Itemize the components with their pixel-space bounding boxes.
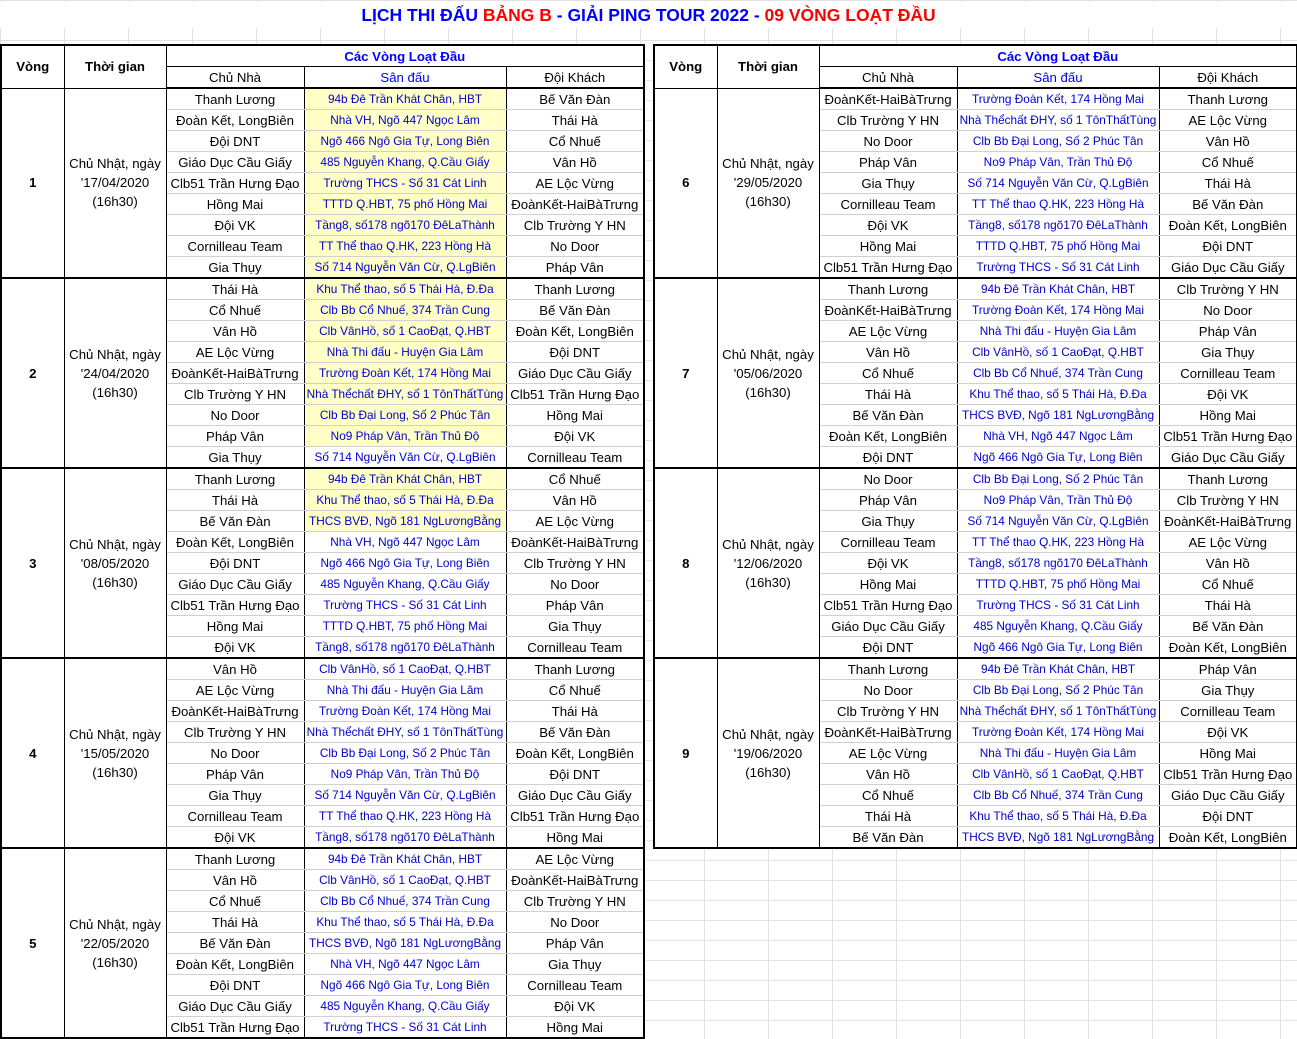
round-number: 9: [654, 658, 717, 848]
home-team: Đoàn Kết, LongBiên: [166, 954, 304, 975]
round-time: Chủ Nhật, ngày '08/05/2020 (16h30): [64, 468, 166, 658]
away-team: Vân Hồ: [506, 152, 644, 173]
away-team: Thái Hà: [506, 701, 644, 722]
venue: Clb Bb Đại Long, Số 2 Phúc Tân: [304, 743, 506, 764]
venue: 485 Nguyễn Khang, Q.Cầu Giấy: [304, 152, 506, 173]
home-team: Bế Văn Đàn: [819, 827, 957, 849]
venue: 94b Đê Trần Khát Chân, HBT: [304, 468, 506, 490]
home-team: Gia Thụy: [166, 785, 304, 806]
venue: Tầng8, số178 ngõ170 ĐêLaThành: [304, 215, 506, 236]
table-row: [1, 278, 644, 300]
home-team: AE Lộc Vừng: [166, 680, 304, 701]
table-row: [654, 278, 1297, 300]
away-team: Thái Hà: [1159, 595, 1297, 616]
away-team: Vân Hồ: [506, 490, 644, 511]
venue: Trường Đoàn Kết, 174 Hồng Mai: [304, 363, 506, 384]
away-team: Thanh Lương: [1159, 88, 1297, 110]
away-team: Hồng Mai: [1159, 405, 1297, 426]
away-team: Pháp Vân: [1159, 658, 1297, 680]
away-team: AE Lộc Vừng: [506, 173, 644, 194]
venue: Clb Bb Đại Long, Số 2 Phúc Tân: [957, 680, 1159, 701]
venue: No9 Pháp Vân, Trần Thủ Độ: [304, 764, 506, 785]
home-team: Pháp Vân: [819, 490, 957, 511]
home-team: Thanh Lương: [166, 848, 304, 870]
away-team: Gia Thụy: [506, 954, 644, 975]
home-team: No Door: [819, 131, 957, 152]
venue: TTTD Q.HBT, 75 phố Hồng Mai: [304, 616, 506, 637]
header-round: Vòng: [1, 45, 64, 88]
away-team: No Door: [506, 574, 644, 595]
venue: Nhà Thểchất ĐHY, số 1 TônThấtTùng: [957, 701, 1159, 722]
venue: Ngõ 466 Ngô Gia Tự, Long Biên: [304, 975, 506, 996]
home-team: Bế Văn Đàn: [819, 405, 957, 426]
venue: Khu Thể thao, số 5 Thái Hà, Đ.Đa: [957, 384, 1159, 405]
away-team: ĐoànKết-HaiBàTrưng: [506, 532, 644, 553]
table-row: [1, 88, 644, 110]
venue: Clb VânHồ, số 1 CaoĐạt, Q.HBT: [957, 764, 1159, 785]
away-team: Pháp Vân: [1159, 321, 1297, 342]
schedule-table-right: [653, 44, 1297, 849]
table-row: [654, 658, 1297, 680]
away-team: Cornilleau Team: [506, 447, 644, 469]
venue: Trường THCS - Số 31 Cát Linh: [304, 595, 506, 616]
header-home: Chủ Nhà: [166, 67, 304, 89]
home-team: ĐoànKết-HaiBàTrưng: [166, 701, 304, 722]
home-team: AE Lộc Vừng: [819, 321, 957, 342]
round-time: Chủ Nhật, ngày '29/05/2020 (16h30): [717, 88, 819, 278]
home-team: Pháp Vân: [819, 152, 957, 173]
header-home: Chủ Nhà: [819, 67, 957, 89]
away-team: Gia Thụy: [1159, 342, 1297, 363]
venue: Clb Bb Cổ Nhuế, 374 Trần Cung: [304, 891, 506, 912]
header-venue: Sân đấu: [957, 67, 1159, 89]
venue: TTTD Q.HBT, 75 phố Hồng Mai: [304, 194, 506, 215]
home-team: Giáo Dục Cầu Giấy: [166, 152, 304, 173]
away-team: ĐoànKết-HaiBàTrưng: [1159, 511, 1297, 532]
venue: Tầng8, số178 ngõ170 ĐêLaThành: [957, 553, 1159, 574]
table-row: [654, 468, 1297, 490]
home-team: Clb51 Trần Hưng Đạo: [166, 595, 304, 616]
venue: Trường Đoàn Kết, 174 Hồng Mai: [957, 88, 1159, 110]
away-team: Đoàn Kết, LongBiên: [506, 321, 644, 342]
table-row: [1, 848, 644, 870]
away-team: Cornilleau Team: [1159, 363, 1297, 384]
venue: Clb Bb Đại Long, Số 2 Phúc Tân: [957, 468, 1159, 490]
round-time: Chủ Nhật, ngày '19/06/2020 (16h30): [717, 658, 819, 848]
venue: Tầng8, số178 ngõ170 ĐêLaThành: [957, 215, 1159, 236]
venue: Ngõ 466 Ngô Gia Tự, Long Biên: [304, 131, 506, 152]
venue: TTTD Q.HBT, 75 phố Hồng Mai: [957, 574, 1159, 595]
venue: No9 Pháp Vân, Trần Thủ Độ: [304, 426, 506, 447]
header-away: Đội Khách: [506, 67, 644, 89]
home-team: Gia Thụy: [166, 257, 304, 279]
away-team: Đoàn Kết, LongBiên: [1159, 215, 1297, 236]
away-team: Clb51 Trần Hưng Đạo: [506, 806, 644, 827]
title-part-3: - GIẢI PING TOUR 2022 -: [551, 5, 765, 25]
header-venue: Sân đấu: [304, 67, 506, 89]
away-team: Thanh Lương: [506, 278, 644, 300]
home-team: Cổ Nhuế: [819, 363, 957, 384]
away-team: Giáo Dục Cầu Giấy: [1159, 785, 1297, 806]
away-team: Thanh Lương: [506, 658, 644, 680]
venue: Nhà Thểchất ĐHY, số 1 TônThấtTùng: [957, 110, 1159, 131]
away-team: Bế Văn Đàn: [506, 722, 644, 743]
away-team: Cổ Nhuế: [506, 680, 644, 701]
venue: Số 714 Nguyễn Văn Cừ, Q.LgBiên: [957, 173, 1159, 194]
away-team: Hồng Mai: [506, 1017, 644, 1039]
home-team: Cornilleau Team: [166, 806, 304, 827]
round-number: 3: [1, 468, 64, 658]
home-team: Clb Trường Y HN: [819, 110, 957, 131]
venue: Nhà Thi đấu - Huyện Gia Lâm: [304, 342, 506, 363]
venue: 485 Nguyễn Khang, Q.Cầu Giấy: [304, 574, 506, 595]
venue: Số 714 Nguyễn Văn Cừ, Q.LgBiên: [304, 447, 506, 469]
away-team: Clb Trường Y HN: [506, 891, 644, 912]
venue: Số 714 Nguyễn Văn Cừ, Q.LgBiên: [304, 257, 506, 279]
home-team: Clb51 Trần Hưng Đạo: [819, 257, 957, 279]
away-team: Giáo Dục Cầu Giấy: [1159, 447, 1297, 469]
venue: TT Thể thao Q.HK, 223 Hồng Hà: [957, 194, 1159, 215]
venue: Clb VânHồ, số 1 CaoĐạt, Q.HBT: [304, 870, 506, 891]
away-team: Đội VK: [506, 426, 644, 447]
away-team: Đội VK: [1159, 384, 1297, 405]
venue: TT Thể thao Q.HK, 223 Hồng Hà: [957, 532, 1159, 553]
home-team: No Door: [819, 680, 957, 701]
away-team: Đội VK: [1159, 722, 1297, 743]
home-team: Đội VK: [819, 553, 957, 574]
round-number: 5: [1, 848, 64, 1038]
header-away: Đội Khách: [1159, 67, 1297, 89]
round-time: Chủ Nhật, ngày '17/04/2020 (16h30): [64, 88, 166, 278]
venue: Khu Thể thao, số 5 Thái Hà, Đ.Đa: [304, 490, 506, 511]
venue: THCS BVĐ, Ngõ 181 NgLươngBằng: [957, 405, 1159, 426]
home-team: Cổ Nhuế: [819, 785, 957, 806]
page-title: [0, 2, 1297, 28]
venue: THCS BVĐ, Ngõ 181 NgLươngBằng: [304, 511, 506, 532]
venue: Ngõ 466 Ngô Gia Tự, Long Biên: [304, 553, 506, 574]
away-team: Clb Trường Y HN: [1159, 490, 1297, 511]
round-time: Chủ Nhật, ngày '12/06/2020 (16h30): [717, 468, 819, 658]
home-team: No Door: [166, 743, 304, 764]
venue: THCS BVĐ, Ngõ 181 NgLươngBằng: [957, 827, 1159, 849]
header-round: Vòng: [654, 45, 717, 88]
home-team: Đội VK: [166, 827, 304, 849]
home-team: Thanh Lương: [819, 658, 957, 680]
home-team: Đội VK: [166, 637, 304, 659]
home-team: Đoàn Kết, LongBiên: [819, 426, 957, 447]
round-time: Chủ Nhật, ngày '22/05/2020 (16h30): [64, 848, 166, 1038]
round-time: Chủ Nhật, ngày '15/05/2020 (16h30): [64, 658, 166, 848]
venue: Nhà Thểchất ĐHY, số 1 TônThấtTùng: [304, 722, 506, 743]
home-team: Cổ Nhuế: [166, 891, 304, 912]
home-team: Đội VK: [166, 215, 304, 236]
home-team: Giáo Dục Cầu Giấy: [166, 574, 304, 595]
home-team: Thái Hà: [819, 806, 957, 827]
away-team: Bế Văn Đàn: [1159, 194, 1297, 215]
away-team: Bế Văn Đàn: [1159, 616, 1297, 637]
table-row: [1, 658, 644, 680]
home-team: Clb51 Trần Hưng Đạo: [166, 173, 304, 194]
round-time: Chủ Nhật, ngày '05/06/2020 (16h30): [717, 278, 819, 468]
away-team: Thái Hà: [506, 110, 644, 131]
venue: 94b Đê Trần Khát Chân, HBT: [304, 88, 506, 110]
home-team: Hồng Mai: [166, 194, 304, 215]
home-team: No Door: [166, 405, 304, 426]
venue: Nhà VH, Ngõ 447 Ngọc Lâm: [957, 426, 1159, 447]
venue: Clb VânHồ, số 1 CaoĐạt, Q.HBT: [957, 342, 1159, 363]
home-team: Gia Thụy: [819, 511, 957, 532]
away-team: AE Lộc Vừng: [506, 848, 644, 870]
home-team: Bế Văn Đàn: [166, 511, 304, 532]
home-team: Thanh Lương: [166, 468, 304, 490]
round-number: 4: [1, 658, 64, 848]
venue: Số 714 Nguyễn Văn Cừ, Q.LgBiên: [304, 785, 506, 806]
home-team: Đoàn Kết, LongBiên: [166, 110, 304, 131]
away-team: Vân Hồ: [1159, 553, 1297, 574]
venue: 94b Đê Trần Khát Chân, HBT: [957, 278, 1159, 300]
venue: Số 714 Nguyễn Văn Cừ, Q.LgBiên: [957, 511, 1159, 532]
away-team: Giáo Dục Cầu Giấy: [506, 785, 644, 806]
home-team: Đội DNT: [819, 637, 957, 659]
header-row: [654, 45, 1297, 67]
home-team: Hồng Mai: [166, 616, 304, 637]
round-number: 6: [654, 88, 717, 278]
home-team: No Door: [819, 468, 957, 490]
home-team: Pháp Vân: [166, 764, 304, 785]
away-team: Hồng Mai: [1159, 743, 1297, 764]
venue: Nhà Thi đấu - Huyện Gia Lâm: [957, 743, 1159, 764]
header-category: Các Vòng Loạt Đầu: [819, 45, 1297, 67]
away-team: Pháp Vân: [506, 933, 644, 954]
venue: No9 Pháp Vân, Trần Thủ Độ: [957, 152, 1159, 173]
away-team: AE Lộc Vừng: [506, 511, 644, 532]
venue: TTTD Q.HBT, 75 phố Hồng Mai: [957, 236, 1159, 257]
away-team: Thanh Lương: [1159, 468, 1297, 490]
home-team: ĐoànKết-HaiBàTrưng: [819, 722, 957, 743]
home-team: Vân Hồ: [166, 870, 304, 891]
home-team: Clb Trường Y HN: [166, 384, 304, 405]
away-team: Giáo Dục Cầu Giấy: [1159, 257, 1297, 279]
header-row: [1, 45, 644, 67]
table-row: [1, 468, 644, 490]
away-team: Vân Hồ: [1159, 131, 1297, 152]
away-team: Pháp Vân: [506, 595, 644, 616]
home-team: Thái Hà: [166, 278, 304, 300]
schedule-table-left: [0, 44, 645, 1039]
home-team: Thanh Lương: [819, 278, 957, 300]
home-team: Đội DNT: [166, 553, 304, 574]
home-team: Cornilleau Team: [819, 532, 957, 553]
round-number: 1: [1, 88, 64, 278]
home-team: Giáo Dục Cầu Giấy: [166, 996, 304, 1017]
home-team: Đoàn Kết, LongBiên: [166, 532, 304, 553]
venue: Nhà Thểchất ĐHY, số 1 TônThấtTùng: [304, 384, 506, 405]
away-team: Cổ Nhuế: [1159, 574, 1297, 595]
venue: TT Thể thao Q.HK, 223 Hồng Hà: [304, 236, 506, 257]
away-team: Cornilleau Team: [1159, 701, 1297, 722]
away-team: Clb51 Trần Hưng Đạo: [506, 384, 644, 405]
venue: Clb Bb Đại Long, Số 2 Phúc Tân: [957, 131, 1159, 152]
away-team: Cornilleau Team: [506, 637, 644, 659]
venue: Trường Đoàn Kết, 174 Hồng Mai: [304, 701, 506, 722]
round-number: 7: [654, 278, 717, 468]
title-part-1: LỊCH THI ĐẤU: [361, 5, 483, 25]
away-team: Gia Thụy: [1159, 680, 1297, 701]
header-time: Thời gian: [64, 45, 166, 88]
home-team: Gia Thụy: [166, 447, 304, 469]
venue: Khu Thể thao, số 5 Thái Hà, Đ.Đa: [304, 912, 506, 933]
home-team: Cornilleau Team: [166, 236, 304, 257]
away-team: Clb Trường Y HN: [506, 553, 644, 574]
away-team: Pháp Vân: [506, 257, 644, 279]
home-team: Thanh Lương: [166, 88, 304, 110]
away-team: Clb Trường Y HN: [1159, 278, 1297, 300]
home-team: AE Lộc Vừng: [819, 743, 957, 764]
home-team: Thái Hà: [166, 490, 304, 511]
away-team: Clb51 Trần Hưng Đạo: [1159, 426, 1297, 447]
venue: Nhà VH, Ngõ 447 Ngọc Lâm: [304, 532, 506, 553]
away-team: AE Lộc Vừng: [1159, 110, 1297, 131]
venue: Nhà VH, Ngõ 447 Ngọc Lâm: [304, 110, 506, 131]
home-team: Đội DNT: [819, 447, 957, 469]
venue: Clb VânHồ, số 1 CaoĐạt, Q.HBT: [304, 658, 506, 680]
home-team: Vân Hồ: [819, 764, 957, 785]
away-team: Đội DNT: [1159, 806, 1297, 827]
venue: Ngõ 466 Ngô Gia Tự, Long Biên: [957, 637, 1159, 659]
home-team: Đội DNT: [166, 975, 304, 996]
venue: Nhà VH, Ngõ 447 Ngọc Lâm: [304, 954, 506, 975]
home-team: Clb Trường Y HN: [819, 701, 957, 722]
header-time: Thời gian: [717, 45, 819, 88]
venue: Clb Bb Cổ Nhuế, 374 Trần Cung: [957, 363, 1159, 384]
title-part-4: 09 VÒNG LOẠT ĐẦU: [764, 5, 936, 25]
home-team: Bế Văn Đàn: [166, 933, 304, 954]
venue: Ngõ 466 Ngô Gia Tự, Long Biên: [957, 447, 1159, 469]
away-team: Đội DNT: [1159, 236, 1297, 257]
venue: Khu Thể thao, số 5 Thái Hà, Đ.Đa: [304, 278, 506, 300]
home-team: Vân Hồ: [166, 658, 304, 680]
title-part-2: BẢNG B: [482, 5, 552, 25]
home-team: Clb Trường Y HN: [166, 722, 304, 743]
home-team: Clb51 Trần Hưng Đạo: [819, 595, 957, 616]
venue: Tầng8, số178 ngõ170 ĐêLaThành: [304, 827, 506, 849]
venue: Clb VânHồ, số 1 CaoĐạt, Q.HBT: [304, 321, 506, 342]
home-team: Hồng Mai: [819, 574, 957, 595]
away-team: Giáo Dục Cầu Giấy: [506, 363, 644, 384]
away-team: Đoàn Kết, LongBiên: [1159, 827, 1297, 849]
venue: 94b Đê Trần Khát Chân, HBT: [304, 848, 506, 870]
venue: 485 Nguyễn Khang, Q.Cầu Giấy: [957, 616, 1159, 637]
venue: Trường Đoàn Kết, 174 Hồng Mai: [957, 300, 1159, 321]
venue: Clb Bb Cổ Nhuế, 374 Trần Cung: [304, 300, 506, 321]
away-team: No Door: [1159, 300, 1297, 321]
home-team: Clb51 Trần Hưng Đạo: [166, 1017, 304, 1039]
header-category: Các Vòng Loạt Đầu: [166, 45, 644, 67]
home-team: Pháp Vân: [166, 426, 304, 447]
away-team: No Door: [506, 236, 644, 257]
venue: Nhà Thi đấu - Huyện Gia Lâm: [957, 321, 1159, 342]
home-team: Đội VK: [819, 215, 957, 236]
home-team: Thái Hà: [166, 912, 304, 933]
venue: Tầng8, số178 ngõ170 ĐêLaThành: [304, 637, 506, 659]
venue: THCS BVĐ, Ngõ 181 NgLươngBằng: [304, 933, 506, 954]
home-team: ĐoànKết-HaiBàTrưng: [819, 88, 957, 110]
venue: 485 Nguyễn Khang, Q.Cầu Giấy: [304, 996, 506, 1017]
away-team: Thái Hà: [1159, 173, 1297, 194]
table-row: [654, 88, 1297, 110]
home-team: Đội DNT: [166, 131, 304, 152]
away-team: Đội DNT: [506, 342, 644, 363]
away-team: Bế Văn Đàn: [506, 300, 644, 321]
away-team: Clb51 Trần Hưng Đạo: [1159, 764, 1297, 785]
away-team: Đoàn Kết, LongBiên: [506, 743, 644, 764]
venue: Trường THCS - Số 31 Cát Linh: [304, 1017, 506, 1039]
home-team: Cổ Nhuế: [166, 300, 304, 321]
home-team: Thái Hà: [819, 384, 957, 405]
venue: No9 Pháp Vân, Trần Thủ Độ: [957, 490, 1159, 511]
home-team: Hồng Mai: [819, 236, 957, 257]
away-team: AE Lộc Vừng: [1159, 532, 1297, 553]
away-team: Cổ Nhuế: [506, 131, 644, 152]
venue: Trường Đoàn Kết, 174 Hồng Mai: [957, 722, 1159, 743]
round-number: 2: [1, 278, 64, 468]
venue: Clb Bb Đại Long, Số 2 Phúc Tân: [304, 405, 506, 426]
away-team: Cổ Nhuế: [1159, 152, 1297, 173]
venue: Trường THCS - Số 31 Cát Linh: [304, 173, 506, 194]
home-team: ĐoànKết-HaiBàTrưng: [166, 363, 304, 384]
away-team: Bế Văn Đàn: [506, 88, 644, 110]
away-team: Đoàn Kết, LongBiên: [1159, 637, 1297, 659]
venue: Trường THCS - Số 31 Cát Linh: [957, 595, 1159, 616]
venue: 94b Đê Trần Khát Chân, HBT: [957, 658, 1159, 680]
home-team: Vân Hồ: [819, 342, 957, 363]
home-team: Giáo Dục Cầu Giấy: [819, 616, 957, 637]
venue: Trường THCS - Số 31 Cát Linh: [957, 257, 1159, 279]
round-time: Chủ Nhật, ngày '24/04/2020 (16h30): [64, 278, 166, 468]
away-team: ĐoànKết-HaiBàTrưng: [506, 870, 644, 891]
venue: Nhà Thi đấu - Huyện Gia Lâm: [304, 680, 506, 701]
home-team: Gia Thụy: [819, 173, 957, 194]
home-team: Cornilleau Team: [819, 194, 957, 215]
away-team: Cornilleau Team: [506, 975, 644, 996]
away-team: Hồng Mai: [506, 405, 644, 426]
away-team: Cổ Nhuế: [506, 468, 644, 490]
away-team: Clb Trường Y HN: [506, 215, 644, 236]
home-team: ĐoànKết-HaiBàTrưng: [819, 300, 957, 321]
away-team: Hồng Mai: [506, 827, 644, 849]
away-team: No Door: [506, 912, 644, 933]
venue: Clb Bb Cổ Nhuế, 374 Trần Cung: [957, 785, 1159, 806]
away-team: Đội VK: [506, 996, 644, 1017]
home-team: AE Lộc Vừng: [166, 342, 304, 363]
home-team: Vân Hồ: [166, 321, 304, 342]
away-team: ĐoànKết-HaiBàTrưng: [506, 194, 644, 215]
venue: Khu Thể thao, số 5 Thái Hà, Đ.Đa: [957, 806, 1159, 827]
away-team: Gia Thụy: [506, 616, 644, 637]
round-number: 8: [654, 468, 717, 658]
away-team: Đội DNT: [506, 764, 644, 785]
venue: TT Thể thao Q.HK, 223 Hồng Hà: [304, 806, 506, 827]
